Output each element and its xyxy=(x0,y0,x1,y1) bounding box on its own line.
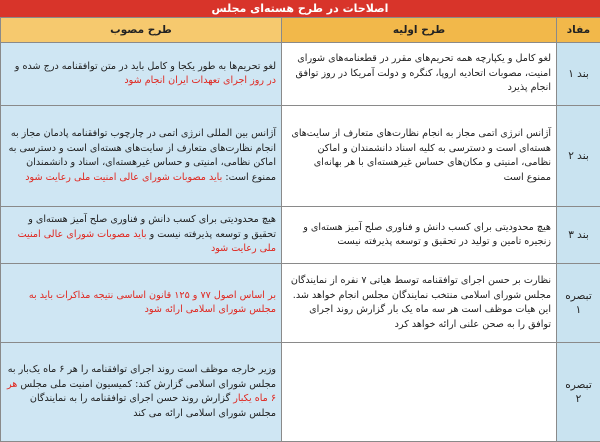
header-item: مفاد xyxy=(557,18,600,43)
approved-plan-cell xyxy=(1,264,282,343)
approved-highlight-text: در روز اجرای تعهدات ایران انجام شود xyxy=(124,75,276,86)
approved-highlight-text: هر ۶ ماه یکبار xyxy=(7,379,276,405)
approved-highlight-text: باید مصوبات شورای عالی امنیت ملی رعایت شود xyxy=(18,229,276,255)
header-initial-plan: طرح اولیه xyxy=(282,18,557,43)
approved-highlight-text: باید مصوبات شورای عالی امنیت ملی رعایت شود xyxy=(25,172,222,183)
table-header-row xyxy=(1,18,600,43)
comparison-table xyxy=(0,17,600,442)
approved-text: آژانس بین المللی انرژی اتمی در چارچوب توافقنامه پادمان مجاز به انجام نظارت‌های متعارف از سایت‌های هسته‌ای است و دسترسی به اماکن نظامی، امنیتی و حساس غیرهسته‌ای، اسناد و دانشمندان ممنوع است: xyxy=(9,128,276,183)
table-row xyxy=(1,106,600,207)
initial-plan-cell: آژانس انرژی اتمی مجاز به انجام نظارت‌های متعارف از سایت‌های هسته‌ای است و دسترسی به کلیه اسناد دانشمندان و اماکن نظامی، امنیتی و مکان‌های حساس غیرهسته‌ای با هر بهانه‌ای ممنوع است xyxy=(282,106,557,207)
initial-plan-cell xyxy=(282,343,557,442)
row-item-label: تبصره ۲ xyxy=(557,343,600,442)
approved-highlight-text: بر اساس اصول ۷۷ و ۱۲۵ قانون اساسی نتیجه مذاکرات باید به مجلس شورای اسلامی ارائه شود xyxy=(29,290,276,316)
table-row xyxy=(1,207,600,264)
row-item-label: بند ۳ xyxy=(557,207,600,264)
approved-text: گزارش روند حسن اجرای توافقنامه را به نمایندگان مجلس شورای اسلامی ارائه می کند xyxy=(30,393,276,419)
page-title: اصلاحات در طرح هسته‌ای مجلس xyxy=(0,0,600,17)
approved-plan-cell xyxy=(1,343,282,442)
approved-text: وزیر خارجه موظف است روند اجرای توافقنامه را هر ۶ ماه یک‌بار به مجلس شورای اسلامی گزارش کند: کمیسیون امنیت ملی مجلس xyxy=(8,364,276,390)
row-item-label: بند ۲ xyxy=(557,106,600,207)
approved-text: لغو تحریم‌ها به طور یکجا و کامل باید در متن توافقنامه درج شده و xyxy=(15,61,276,72)
row-item-label: تبصره ۱ xyxy=(557,264,600,343)
table-row xyxy=(1,43,600,106)
initial-plan-cell: هیچ محدودیتی برای کسب دانش و فناوری صلح آمیز هسته‌ای و زنجیره تامین و تولید در تحقیق و توسعه پذیرفته نیست xyxy=(282,207,557,264)
approved-plan-cell xyxy=(1,43,282,106)
initial-plan-cell: نظارت بر حسن اجرای توافقنامه توسط هیاتی ۷ نفره از نمایندگان مجلس شورای اسلامی منتخب نمایندگان مجلس انجام خواهد شد. این هیات موظف است هر سه ماه یک بار گزارش روند اجرای توافق را به صحن علنی ارائه خواهد کرد xyxy=(282,264,557,343)
approved-plan-cell xyxy=(1,207,282,264)
initial-plan-cell: لغو کامل و یکپارچه همه تحریم‌های مقرر در قطعنامه‌های شورای امنیت، مصوبات اتحادیه اروپا، کنگره و دولت آمریکا در روز توافق انجام پذیرد xyxy=(282,43,557,106)
table-row xyxy=(1,264,600,343)
approved-plan-cell xyxy=(1,106,282,207)
row-item-label: بند ۱ xyxy=(557,43,600,106)
approved-text: هیچ محدودیتی برای کسب دانش و فناوری صلح آمیز هسته‌ای و تحقیق و توسعه پذیرفته نیست و xyxy=(28,214,276,240)
table-row xyxy=(1,343,600,442)
header-approved-plan: طرح مصوب xyxy=(1,18,282,43)
